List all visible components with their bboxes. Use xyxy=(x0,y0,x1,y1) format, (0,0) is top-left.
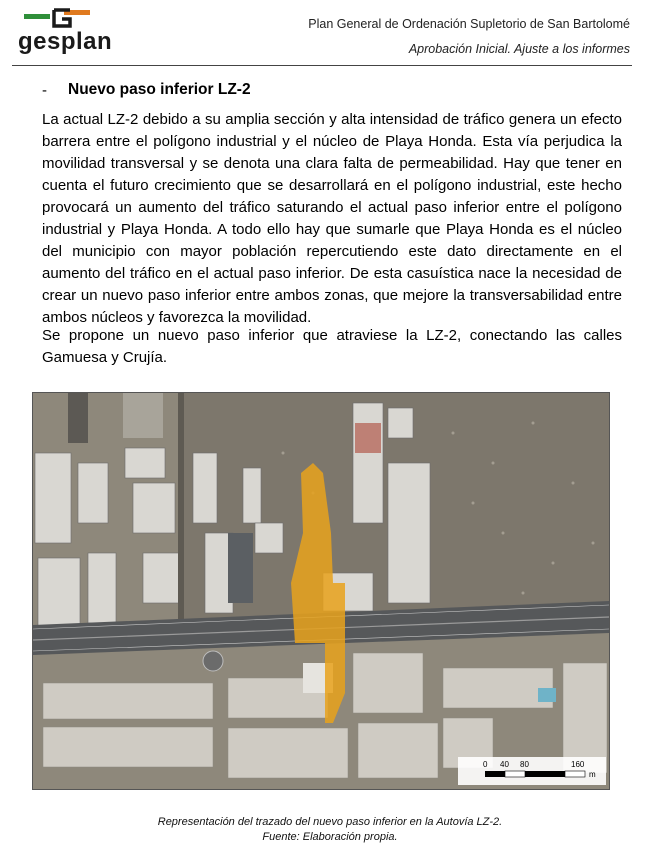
body-paragraph-2: Se propone un nuevo paso inferior que atraviese la LZ-2, conectando las calles Gamuesa y Crujía. xyxy=(42,327,622,366)
document-subtitle: Aprobación Inicial. Ajuste a los informes xyxy=(408,42,630,56)
section-bullet: - xyxy=(42,82,47,99)
scale-label-160: 160 xyxy=(571,760,585,769)
figure-caption: Representación del trazado del nuevo paso inferior en la Autovía LZ-2. xyxy=(157,816,503,828)
scale-label-80: 80 xyxy=(520,760,529,769)
figure-source: Fuente: Elaboración propia. xyxy=(262,831,398,843)
body-paragraph-1: La actual LZ-2 debido a su amplia sección y alta intensidad de tráfico genera un efecto barrera entre el polígono industrial y el núcleo de Playa Honda. Esta vía perjudica la movilidad transversal y se denota una clara falta de permeabilidad. Hay que tener en cuenta el futuro crecimiento que se desarrollará en el polígono industrial, este hecho provocará un aumento del tráfico saturando el actual paso inferior entre el polígono industrial y Playa Honda. A todo ello hay que sumarle que Playa Honda es el núcleo del municipio con mayor población repercutiendo este dato directamente en el aumento del tráfico en el actual paso inferior. De esta casuística nace la necesidad de crear un nuevo paso inferior entre ambos zonas, que mejore la transversabilidad entre ambos núcleos y favorezca la movilidad. xyxy=(42,111,622,326)
header-divider xyxy=(12,65,632,66)
scale-unit: m xyxy=(589,770,596,779)
scale-label-40: 40 xyxy=(500,760,509,769)
aerial-map-figure xyxy=(32,392,610,790)
gesplan-logo xyxy=(18,6,128,58)
logo-text: gesplan xyxy=(18,28,113,55)
scale-label-0: 0 xyxy=(483,760,488,769)
section-heading: Nuevo paso inferior LZ-2 xyxy=(68,81,251,98)
document-title: Plan General de Ordenación Supletorio de San Bartolomé xyxy=(308,17,630,31)
aerial-map-image xyxy=(33,393,609,789)
